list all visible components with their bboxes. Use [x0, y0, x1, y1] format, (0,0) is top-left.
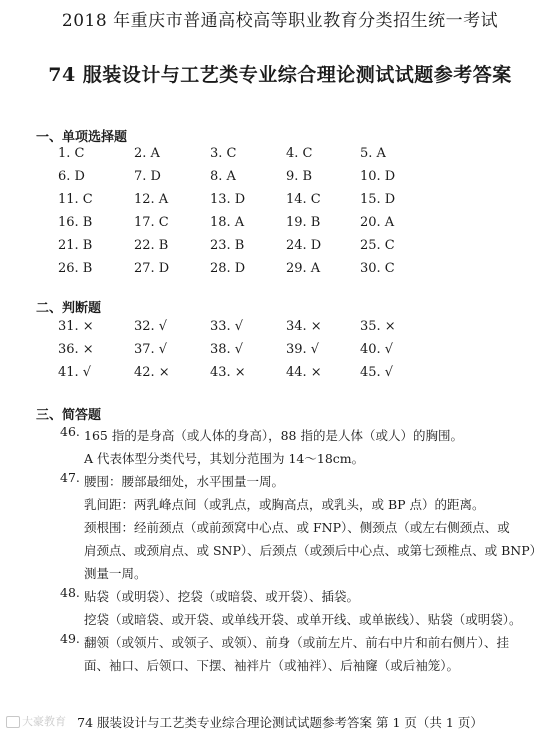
- answer-cell: 5. A: [360, 146, 386, 161]
- answer-cell: 8. A: [210, 169, 236, 184]
- answer-line: 颈根围：经前颈点（或前颈窝中心点、或 FNP）、侧颈点（或左右侧颈点、或: [84, 520, 510, 535]
- answer-line: 165 指的是身高（或人体的身高），88 指的是人体（或人）的胸围。: [84, 428, 463, 443]
- question-number: 48.: [60, 585, 80, 600]
- answer-cell: 6. D: [58, 169, 85, 184]
- question-number: 47.: [60, 470, 80, 485]
- answer-cell: 22. B: [134, 238, 169, 253]
- answer-cell: 11. C: [58, 192, 93, 207]
- exam-header: 2018 年重庆市普通高校高等职业教育分类招生统一考试: [61, 11, 499, 31]
- answer-line: 腰围：腰部最细处，水平围量一周。: [84, 474, 285, 489]
- answer-cell: 37. √: [134, 342, 168, 357]
- answer-line: 翻领（或领片、或领子、或领）、前身（或前左片、前右中片和前右侧片）、挂: [84, 635, 510, 650]
- section-heading-multiple-choice: 一、单项选择题: [36, 130, 128, 145]
- answer-cell: 40. √: [360, 342, 394, 357]
- page-footer: 74 服装设计与工艺类专业综合理论测试试题参考答案 第 1 页（共 1 页）: [77, 715, 483, 730]
- answer-cell: 25. C: [360, 238, 395, 253]
- answer-line: 肩颈点、或颈肩点、或 SNP）、后颈点（或颈后中心点、或第七颈椎点、或 BNP）: [84, 543, 543, 558]
- answer-cell: 27. D: [134, 261, 170, 276]
- answer-cell: 7. D: [134, 169, 161, 184]
- answer-cell: 19. B: [286, 215, 321, 230]
- answer-cell: 13. D: [210, 192, 246, 207]
- answer-cell: 31. ×: [58, 319, 94, 334]
- answer-cell: 28. D: [210, 261, 246, 276]
- watermark-text: 大豪教育: [22, 715, 66, 728]
- answer-cell: 24. D: [286, 238, 322, 253]
- answer-cell: 44. ×: [286, 365, 322, 380]
- answer-cell: 3. C: [210, 146, 237, 161]
- answer-cell: 4. C: [286, 146, 313, 161]
- answer-cell: 30. C: [360, 261, 395, 276]
- answer-line: A 代表体型分类代号，其划分范围为 14～18cm。: [84, 451, 365, 466]
- answer-cell: 42. ×: [134, 365, 170, 380]
- answer-cell: 35. ×: [360, 319, 396, 334]
- answer-cell: 23. B: [210, 238, 245, 253]
- answer-cell: 36. ×: [58, 342, 94, 357]
- section-heading-true-false: 二、判断题: [36, 301, 102, 316]
- answer-cell: 14. C: [286, 192, 321, 207]
- answer-line: 测量一周。: [84, 566, 147, 581]
- answer-cell: 29. A: [286, 261, 321, 276]
- short-answer-block: [60, 424, 543, 677]
- section-heading-short-answer: 三、简答题: [36, 408, 102, 423]
- question-number: 49.: [60, 631, 80, 646]
- answer-line: 挖袋（或暗袋、或开袋、或单线开袋、或单开线、或单嵌线）、贴袋（或明袋）。: [84, 612, 522, 627]
- answer-47: [60, 470, 543, 585]
- answer-cell: 2. A: [134, 146, 160, 161]
- answer-cell: 38. √: [210, 342, 244, 357]
- answer-cell: 41. √: [58, 365, 92, 380]
- answer-cell: 10. D: [360, 169, 396, 184]
- answer-cell: 21. B: [58, 238, 93, 253]
- answer-cell: 17. C: [134, 215, 169, 230]
- answer-line: 乳间距：两乳峰点间（或乳点，或胸高点，或乳头，或 BP 点）的距离。: [84, 497, 485, 512]
- answer-46: [60, 424, 530, 470]
- answer-cell: 33. √: [210, 319, 244, 334]
- page-title: 74 服装设计与工艺类专业综合理论测试试题参考答案: [48, 64, 512, 86]
- answer-cell: 34. ×: [286, 319, 322, 334]
- answer-cell: 12. A: [134, 192, 169, 207]
- answer-cell: 1. C: [58, 146, 85, 161]
- answer-cell: 32. √: [134, 319, 168, 334]
- answer-cell: 43. ×: [210, 365, 246, 380]
- answer-cell: 15. D: [360, 192, 396, 207]
- answer-cell: 20. A: [360, 215, 395, 230]
- answer-cell: 9. B: [286, 169, 313, 184]
- answer-48: [60, 585, 530, 631]
- answer-cell: 16. B: [58, 215, 93, 230]
- question-number: 46.: [60, 424, 80, 439]
- answer-line: 面、袖口、后领口、下摆、袖袢片（或袖袢）、后袖窿（或后袖笼）。: [84, 658, 460, 673]
- answer-cell: 26. B: [58, 261, 93, 276]
- answer-cell: 45. √: [360, 365, 394, 380]
- answer-line: 贴袋（或明袋）、挖袋（或暗袋、或开袋）、插袋。: [84, 589, 360, 604]
- answer-cell: 18. A: [210, 215, 245, 230]
- answer-cell: 39. √: [286, 342, 320, 357]
- answer-49: [60, 631, 530, 677]
